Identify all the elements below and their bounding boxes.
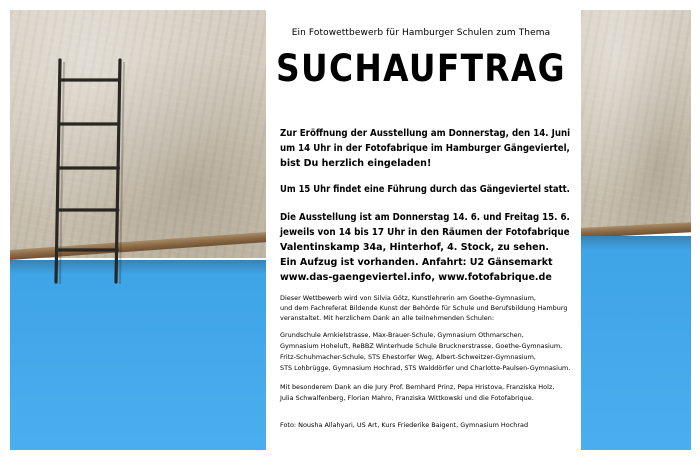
ladder-icon	[50, 58, 130, 288]
exhibition-line: Die Ausstellung ist am Donnerstag 14. 6. und Freitag 15. 6.	[280, 212, 570, 223]
blue-sky	[10, 260, 266, 450]
concrete-wall	[10, 10, 266, 258]
photo-credits: Foto: Nousha Allahyari, US Art, Kurs Friederike Baigent, Gymnasium Hochrad	[280, 421, 529, 429]
exhibition-line: Ein Aufzug ist vorhanden. Anfahrt: U2 Gänsemarkt	[280, 257, 553, 268]
organizer-line: veranstaltet. Mit herzlichem Dank an alle teilnehmenden Schulen:	[280, 314, 495, 322]
intro-line: Zur Eröffnung der Ausstellung am Donnerstag, den 14. Juni	[280, 128, 571, 139]
tour-line: Um 15 Uhr findet eine Führung durch das Gängeviertel statt.	[280, 184, 570, 195]
concrete-wall	[581, 10, 691, 232]
subtitle: Ein Fotowettbewerb für Hamburger Schulen zum Thema	[291, 27, 551, 38]
schools-line: STS Lohbrügge, Gymnasium Hochrad, STS Walddörfer und Charlotte-Paulsen-Gymnasium.	[280, 364, 571, 372]
intro-line: bist Du herzlich eingeladen!	[280, 158, 432, 169]
website-links: www.das-gaengeviertel.info, www.fotofabrique.de	[280, 272, 552, 283]
jury-line: Mit besonderem Dank an die Jury Prof. Bernhard Prinz, Pepa Hristova, Franziska Holz,	[280, 383, 555, 391]
page-title: SUCHAUFTRAG	[276, 47, 566, 90]
schools-line: Gymnasium Hoheluft, ReBBZ Winterhude Schule Brucknerstrasse, Goethe-Gymnasium,	[280, 342, 563, 350]
schools-line: Grundschule Arnkielstrasse, Max-Brauer-Schule, Gymnasium Othmarschen,	[280, 331, 524, 339]
exhibition-line: Valentinskamp 34a, Hinterhof, 4. Stock, zu sehen.	[280, 242, 550, 253]
organizer-line: Dieser Wettbewerb wird von Silvia Götz, Kunstlehrerin am Goethe-Gymnasium,	[280, 294, 536, 302]
jury-line: Julia Schwalfenberg, Florian Mahro, Franziska Wittkowski und die Fotofabrique.	[280, 394, 534, 402]
organizer-line: und dem Fachreferat Bildende Kunst der Behörde für Schule und Berufsbildung Hamburg	[280, 304, 568, 312]
intro-line: um 14 Uhr in der Fotofabrique im Hamburger Gängeviertel,	[280, 143, 570, 154]
right-photo	[581, 10, 691, 450]
schools-line: Fritz-Schuhmacher-Schule, STS Ehestorfer Weg, Albert-Schweitzer-Gymnasium,	[280, 353, 536, 361]
invitation-text-panel	[276, 10, 572, 450]
left-photo	[10, 10, 266, 450]
exhibition-line: jeweils von 14 bis 17 Uhr in den Räumen der Fotofabrique	[280, 227, 570, 238]
blue-sky	[581, 236, 691, 450]
